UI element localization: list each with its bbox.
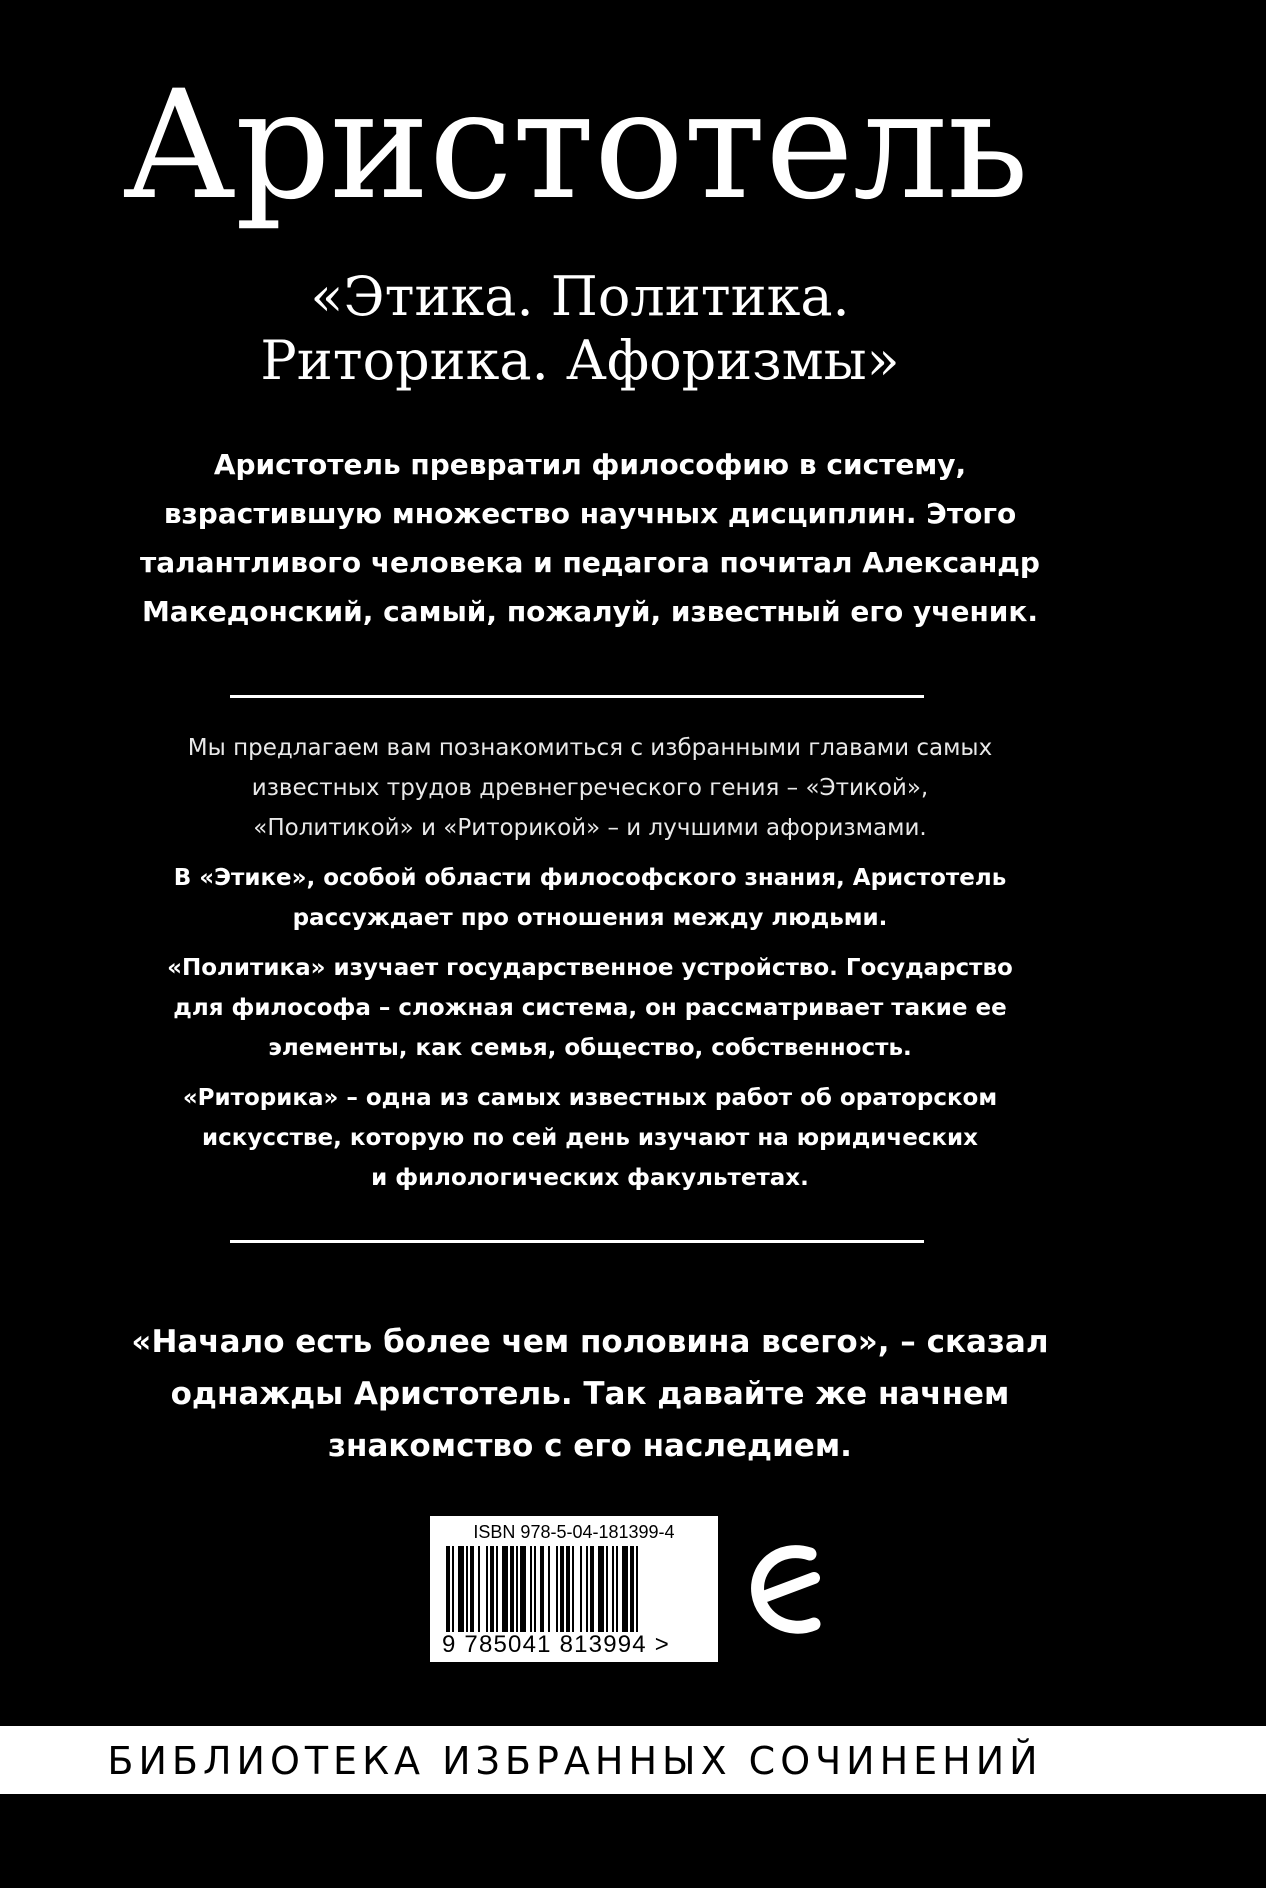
ethics-paragraph: [110, 858, 1070, 938]
barcode-bar: [534, 1546, 536, 1632]
barcode-bar: [580, 1546, 582, 1632]
paragraph-line: «Политика» изучает государственное устройство. Государство: [167, 955, 1013, 981]
quote-line: однажды Аристотель. Так давайте же начнем: [170, 1376, 1010, 1412]
series-title: БИБЛИОТЕКА ИЗБРАННЫХ СОЧИНЕНИЙ: [107, 1739, 1043, 1783]
barcode-bar: [598, 1546, 604, 1632]
barcode-bar: [520, 1546, 526, 1632]
barcode-bar: [612, 1546, 614, 1632]
barcode-bar: [530, 1546, 532, 1632]
barcode-bar: [446, 1546, 450, 1632]
lead-paragraph: [110, 440, 1070, 636]
subtitle-line: «Этика. Политика.: [310, 265, 850, 328]
paragraph-line: известных трудов древнегреческого гения – «Этикой»,: [251, 775, 929, 801]
paragraph-line: «Риторика» – одна из самых известных работ об ораторском: [182, 1085, 998, 1111]
barcode-bar: [478, 1546, 480, 1632]
divider-bottom: [230, 1240, 924, 1243]
paragraph-line: искусстве, которую по сей день изучают на юридических: [201, 1125, 978, 1151]
politics-paragraph: [110, 948, 1070, 1068]
barcode-bar: [556, 1546, 558, 1632]
barcode-bar: [496, 1546, 498, 1632]
barcode-bar: [622, 1546, 628, 1632]
barcode-bar: [560, 1546, 564, 1632]
barcode-bar: [636, 1546, 638, 1632]
eksmo-e-logo-icon: [748, 1540, 832, 1640]
barcode-bar: [590, 1546, 594, 1632]
barcode-bar: [470, 1546, 474, 1632]
paragraph-line: рассуждает про отношения между людьми.: [292, 905, 888, 931]
rhetoric-paragraph: [110, 1078, 1070, 1198]
barcode-digits: 9 785041 813994 >: [442, 1631, 670, 1658]
barcode-bar: [510, 1546, 514, 1632]
series-band: [0, 1726, 1266, 1794]
book-subtitle: [200, 265, 960, 393]
barcode-bar: [630, 1546, 634, 1632]
isbn-barcode: [430, 1516, 718, 1662]
barcode-bar: [616, 1546, 618, 1632]
barcode-bar: [452, 1546, 454, 1632]
barcode-bar: [606, 1546, 608, 1632]
author-name: Аристотель: [122, 59, 1028, 233]
barcode-bar: [548, 1546, 550, 1632]
barcode-bar: [586, 1546, 588, 1632]
barcode-bar: [566, 1546, 570, 1632]
barcode-bar: [458, 1546, 464, 1632]
paragraph-line: для философа – сложная система, он рассматривает такие ее: [173, 995, 1007, 1021]
barcode-bar: [540, 1546, 544, 1632]
barcode-bar: [466, 1546, 468, 1632]
barcode-bars: [444, 1546, 702, 1632]
lead-line: взрастившую множество научных дисциплин. Этого: [163, 497, 1017, 530]
barcode-bar: [572, 1546, 574, 1632]
barcode-bar: [490, 1546, 494, 1632]
description-block: [110, 728, 1070, 1208]
barcode-bar: [486, 1546, 488, 1632]
subtitle-line: Риторика. Афоризмы»: [260, 329, 900, 392]
closing-quote: [110, 1316, 1070, 1472]
paragraph-line: элементы, как семья, общество, собственность.: [268, 1035, 912, 1061]
lead-line: Македонский, самый, пожалуй, известный его ученик.: [141, 595, 1039, 628]
barcode-bar: [502, 1546, 508, 1632]
lead-line: талантливого человека и педагога почитал Александр: [140, 546, 1040, 579]
quote-line: знакомство с его наследием.: [328, 1428, 852, 1464]
paragraph-line: «Политикой» и «Риторикой» – и лучшими афоризмами.: [253, 815, 927, 841]
paragraph-line: В «Этике», особой области философского знания, Аристотель: [173, 865, 1007, 891]
isbn-label: ISBN 978-5-04-181399-4: [473, 1522, 675, 1542]
barcode-bar: [516, 1546, 518, 1632]
description-intro-paragraph: [110, 728, 1070, 848]
paragraph-line: и филологических факультетах.: [371, 1165, 809, 1191]
paragraph-line: Мы предлагаем вам познакомиться с избранными главами самых: [187, 735, 993, 761]
quote-line: «Начало есть более чем половина всего», – сказал: [131, 1324, 1049, 1360]
lead-line: Аристотель превратил философию в систему,: [213, 448, 967, 481]
divider-top: [230, 695, 924, 698]
